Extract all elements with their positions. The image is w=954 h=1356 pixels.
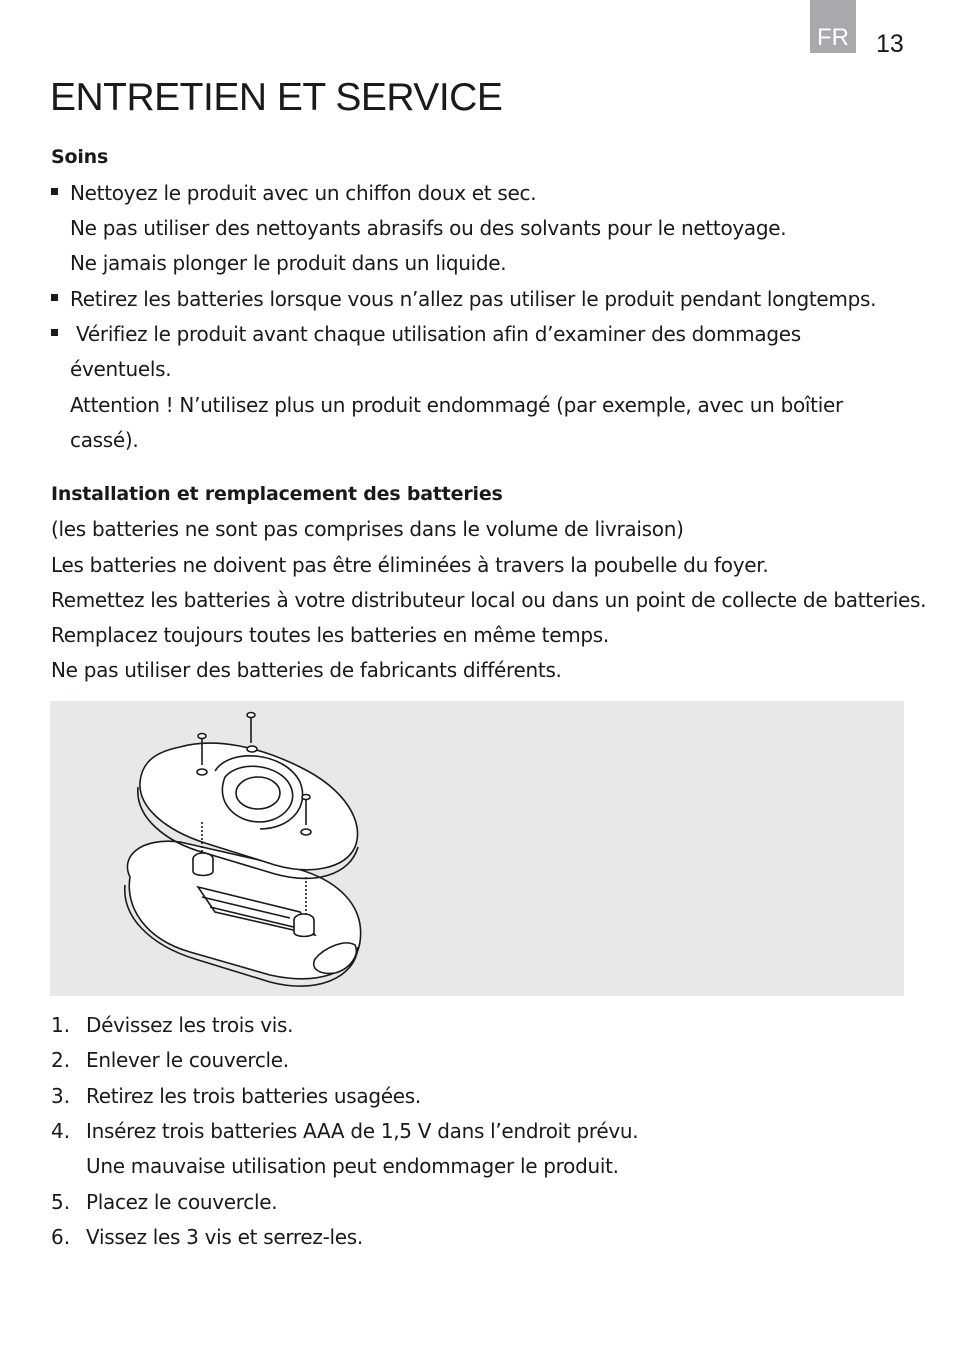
step-number: 1. (51, 1013, 71, 1037)
batteries-heading: Installation et remplacement des batteries (51, 483, 503, 505)
batteries-line: Ne pas utiliser des batteries de fabricants différents. (51, 658, 562, 682)
step-text: Placez le couvercle. (86, 1190, 278, 1214)
batteries-line: Remplacez toujours toutes les batteries en même temps. (51, 623, 609, 647)
page-title: ENTRETIEN ET SERVICE (50, 76, 503, 119)
step-number: 5. (51, 1190, 71, 1214)
battery-compartment-illustration (110, 707, 380, 992)
batteries-line: (les batteries ne sont pas comprises dans le volume de livraison) (51, 517, 684, 541)
step-note: Une mauvaise utilisation peut endommager le produit. (86, 1154, 619, 1178)
care-line: Ne pas utiliser des nettoyants abrasifs ou des solvants pour le nettoyage. (70, 216, 787, 240)
page-number: 13 (876, 30, 904, 58)
batteries-line: Les batteries ne doivent pas être éliminées à travers la poubelle du foyer. (51, 553, 769, 577)
bullet-marker (51, 294, 58, 301)
step-text: Insérez trois batteries AAA de 1,5 V dans l’endroit prévu. (86, 1119, 639, 1143)
step-number: 6. (51, 1225, 71, 1249)
care-heading: Soins (51, 146, 109, 168)
care-line: cassé). (70, 428, 139, 452)
screw-icon (247, 713, 255, 744)
step-text: Retirez les trois batteries usagées. (86, 1084, 421, 1108)
step-text: Vissez les 3 vis et serrez-les. (86, 1225, 363, 1249)
bullet-marker (51, 188, 58, 195)
step-number: 4. (51, 1119, 71, 1143)
step-text: Enlever le couvercle. (86, 1048, 289, 1072)
care-line: éventuels. (70, 357, 172, 381)
care-line: Ne jamais plonger le produit dans un liquide. (70, 251, 507, 275)
care-line: Attention ! N’utilisez plus un produit endommagé (par exemple, avec un boîtier (70, 393, 843, 417)
care-line: Nettoyez le produit avec un chiffon doux et sec. (70, 181, 537, 205)
care-line: Vérifiez le produit avant chaque utilisation afin d’examiner des dommages (70, 322, 801, 346)
bullet-marker (51, 329, 58, 336)
step-text: Dévissez les trois vis. (86, 1013, 294, 1037)
step-number: 3. (51, 1084, 71, 1108)
batteries-line: Remettez les batteries à votre distributeur local ou dans un point de collecte de batteries. (51, 588, 927, 612)
language-label: FR (817, 24, 849, 51)
battery-diagram-panel (50, 701, 904, 996)
step-number: 2. (51, 1048, 71, 1072)
language-badge (810, 0, 856, 53)
care-line: Retirez les batteries lorsque vous n’allez pas utiliser le produit pendant longtemps. (70, 287, 877, 311)
